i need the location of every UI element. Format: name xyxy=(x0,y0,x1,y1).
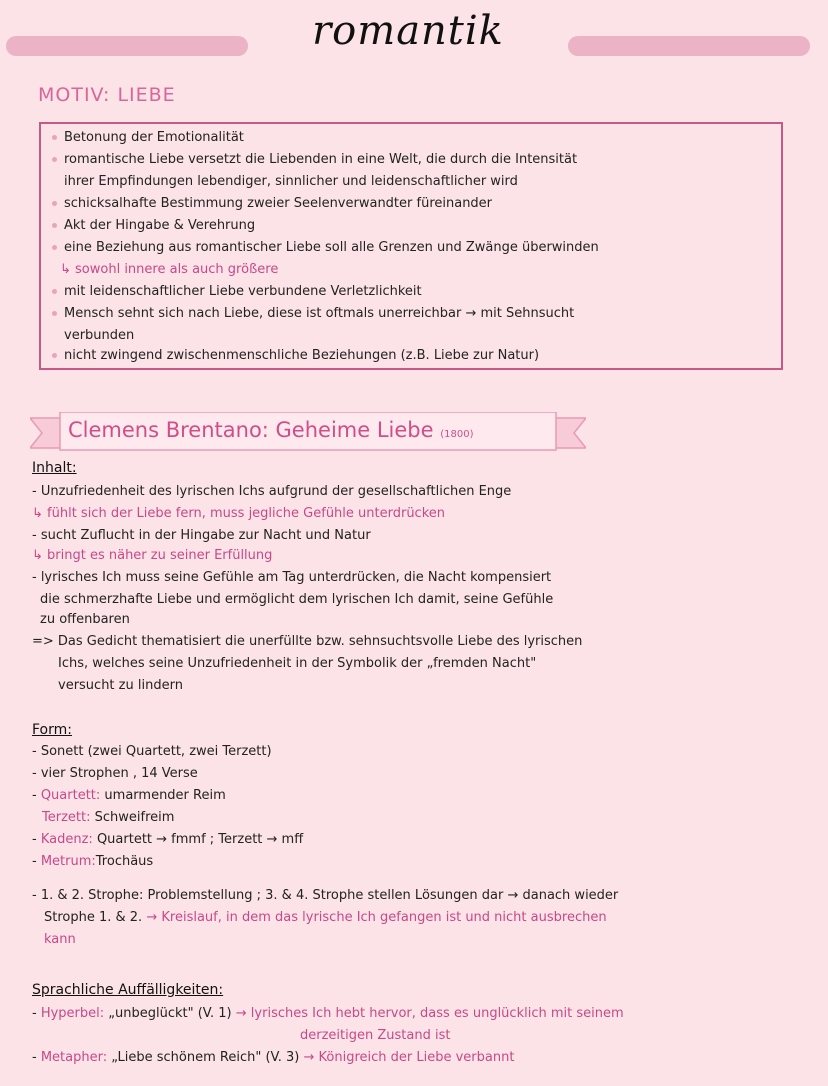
sprache-metapher: - Metapher: „Liebe schönem Reich" (V. 3) → Königreich der Liebe verbannt xyxy=(32,1050,515,1065)
bullet-icon xyxy=(52,245,57,250)
motiv-subnote: ↳ sowohl innere als auch größere xyxy=(60,262,279,277)
sprache-hyperbel: - Hyperbel: „unbeglückt" (V. 1) → lyrisches Ich hebt hervor, dass es unglücklich mit seinem xyxy=(32,1006,624,1021)
sprache-heading: Sprachliche Auffälligkeiten: xyxy=(32,982,224,998)
inhalt-line: - Unzufriedenheit des lyrischen Ichs aufgrund der gesellschaftlichen Enge xyxy=(32,484,512,499)
motiv-item: Mensch sehnt sich nach Liebe, diese ist oftmals unerreichbar → mit Sehnsucht xyxy=(52,306,574,321)
inhalt-line: zu offenbaren xyxy=(40,612,130,627)
motiv-heading-text: MOTIV: LIEBE xyxy=(38,84,176,106)
poem-title: Clemens Brentano: Geheime Liebe (1800) xyxy=(68,418,474,442)
inhalt-note: ↳ fühlt sich der Liebe fern, muss jegliche Gefühle unterdrücken xyxy=(32,506,446,521)
bullet-icon xyxy=(52,157,57,162)
motiv-item: romantische Liebe versetzt die Liebenden in eine Welt, die durch die Intensität xyxy=(52,152,577,167)
motiv-item: Akt der Hingabe & Verehrung xyxy=(52,218,255,233)
poem-title-year: (1800) xyxy=(440,429,474,440)
inhalt-line: die schmerzhafte Liebe und ermöglicht dem lyrischen Ich damit, seine Gefühle xyxy=(40,592,554,607)
form-metrum: - Metrum:Trochäus xyxy=(32,854,154,869)
motiv-item: eine Beziehung aus romantischer Liebe soll alle Grenzen und Zwänge überwinden xyxy=(52,240,599,255)
motiv-item-continued: ihrer Empfindungen lebendiger, sinnlicher und leidenschaftlicher wird xyxy=(64,174,518,189)
form-kadenz: - Kadenz: Quartett → fmmf ; Terzett → mff xyxy=(32,832,304,847)
form-quartett: - Quartett: umarmender Reim xyxy=(32,788,226,803)
inhalt-conclusion: => Das Gedicht thematisiert die unerfüllte bzw. sehnsuchtsvolle Liebe des lyrischen xyxy=(32,634,583,649)
form-sonett: - Sonett (zwei Quartett, zwei Terzett) xyxy=(32,744,272,759)
inhalt-line: - sucht Zuflucht in der Hingabe zur Nacht und Natur xyxy=(32,528,371,543)
header-bar-right xyxy=(568,36,810,56)
form-terzett: Terzett: Schweifreim xyxy=(42,810,175,825)
inhalt-conclusion: versucht zu lindern xyxy=(58,678,183,693)
sprache-hyperbel-continued: derzeitigen Zustand ist xyxy=(300,1028,451,1043)
form-strophe-line: kann xyxy=(44,932,76,947)
inhalt-line: - lyrisches Ich muss seine Gefühle am Tag unterdrücken, die Nacht kompensiert xyxy=(32,570,552,585)
header-bar-left xyxy=(6,36,248,56)
bullet-icon xyxy=(52,135,57,140)
page-title: romantik xyxy=(312,8,504,54)
form-heading: Form: xyxy=(32,722,72,738)
bullet-icon xyxy=(52,289,57,294)
motiv-item: Betonung der Emotionalität xyxy=(52,130,244,145)
motiv-heading xyxy=(38,84,176,106)
inhalt-note: ↳ bringt es näher zu seiner Erfüllung xyxy=(32,548,273,563)
bullet-icon xyxy=(52,353,57,358)
motiv-item: nicht zwingend zwischenmenschliche Beziehungen (z.B. Liebe zur Natur) xyxy=(52,348,539,363)
motiv-item: schicksalhafte Bestimmung zweier Seelenverwandter füreinander xyxy=(52,196,492,211)
form-strophen: - vier Strophen , 14 Verse xyxy=(32,766,198,781)
form-strophe-line: - 1. & 2. Strophe: Problemstellung ; 3. & 4. Strophe stellen Lösungen dar → danach wieder xyxy=(32,888,619,903)
inhalt-conclusion: Ichs, welches seine Unzufriedenheit in der Symbolik der „fremden Nacht" xyxy=(58,656,537,671)
motiv-item: mit leidenschaftlicher Liebe verbundene Verletzlichkeit xyxy=(52,284,422,299)
bullet-icon xyxy=(52,223,57,228)
bullet-icon xyxy=(52,201,57,206)
inhalt-heading: Inhalt: xyxy=(32,460,77,476)
motiv-item-continued: verbunden xyxy=(64,328,135,343)
bullet-icon xyxy=(52,311,57,316)
form-strophe-line: Strophe 1. & 2. → Kreislauf, in dem das lyrische Ich gefangen ist und nicht ausbrechen xyxy=(44,910,607,925)
